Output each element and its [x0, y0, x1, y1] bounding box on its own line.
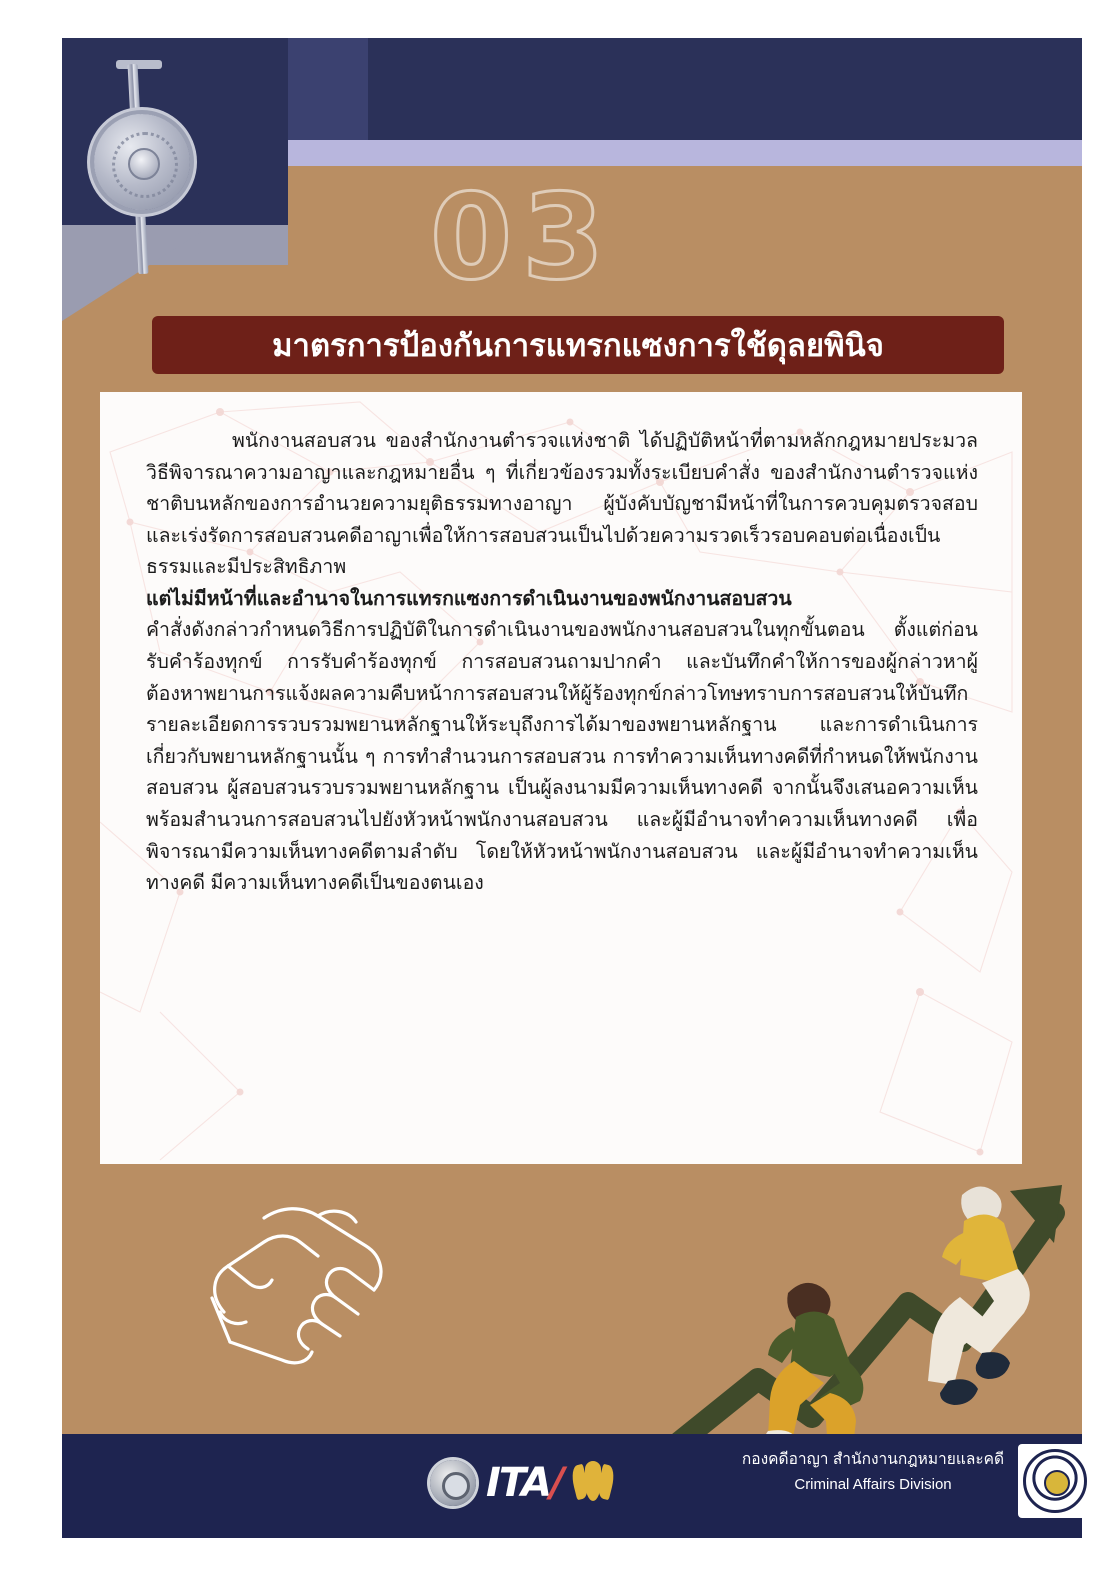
body-paragraph-2: แต่ไม่มีหน้าที่และอำนาจในการแทรกแซงการดำเนินงานของพนักงานสอบสวน — [146, 587, 792, 610]
page-title: มาตรการป้องกันการแทรกแซงการใช้ดุลยพินิจ — [272, 327, 884, 363]
body-paragraph-3: คำสั่งดังกล่าวกำหนดวิธีการปฏิบัติในการดำเนินงานของพนักงานสอบสวนในทุกขั้นตอน ตั้งแต่ก่อนรับคำร้องทุกข์ การรับคำร้องทุกข์ การสอบสวนถามปากคำ และบันทึกคำให้การของผู้กล่าวหาผู้ต้องหาพยานการแจ้งผลความคืบหน้าการสอบสวนให้ผู้ร้องทุกข์กล่าวโทษทราบการสอบสวนให้บันทึกรายละเอียดการรวบรวมพยานหลักฐานให้ระบุถึงการได้มาของพยานหลักฐาน และการดำเนินการเกี่ยวกับพยานหลักฐานนั้น ๆ การทำสำนวนการสอบสวน การทำความเห็นทางคดีที่กำหนดให้พนักงานสอบสวน ผู้สอบสวนรวบรวมพยานหลักฐาน เป็นผู้ลงนามมีความเห็นทางคดี จากนั้นจึงเสนอความเห็นพร้อมสำนวนการสอบสวนไปยังหัวหน้าพนักงานสอบสวน และผู้มีอำนาจทำความเห็นทางคดี เพื่อพิจารณามีความเห็นทางคดีตามลำดับ โดยให้หัวหน้าพนักงานสอบสวน และผู้มีอำนาจทำความเห็นทางคดี มีความเห็นทางคดีเป็นของตนเอง — [146, 619, 978, 895]
person-upper — [928, 1186, 1030, 1405]
body-paragraph-1 — [146, 426, 978, 584]
ita-logo-accent: / — [550, 1460, 563, 1506]
police-seal-inner-icon — [1023, 1449, 1087, 1513]
header-lavender-band — [288, 140, 1082, 166]
growth-illustration — [662, 1135, 1082, 1465]
footer-logo-group — [430, 1448, 613, 1518]
content-card — [100, 392, 1022, 1164]
header-navy-accent-block — [288, 38, 368, 140]
medal-core-icon — [128, 148, 160, 180]
sword-medal-icon — [76, 58, 206, 278]
handshake-icon — [190, 1192, 420, 1377]
footer-org-en: Criminal Affairs Division — [794, 1475, 952, 1493]
ita-logo — [486, 1460, 563, 1506]
card-body — [100, 392, 1022, 920]
footer-org-text — [738, 1450, 1008, 1495]
gear-icon — [430, 1460, 476, 1506]
garuda-body-icon — [585, 1461, 601, 1501]
footer-org-th: กองคดีอาญา สำนักงานกฎหมายและคดี — [741, 1451, 1005, 1468]
sword-hilt-icon — [116, 60, 162, 69]
medal-icon — [94, 114, 190, 210]
section-number: 03 — [430, 168, 615, 306]
ita-logo-text: ITA — [486, 1460, 551, 1506]
title-bar — [152, 316, 1004, 374]
garuda-icon — [573, 1455, 613, 1511]
police-seal-icon — [1018, 1444, 1092, 1518]
body-text-1: พนักงานสอบสวน ของสำนักงานตำรวจแห่งชาติ ได้ปฏิบัติหน้าที่ตามหลักกฎหมายประมวลวิธีพิจารณาความอาญาและกฎหมายอื่น ๆ ที่เกี่ยวข้องรวมทั้งระเบียบคำสั่ง ของสำนักงานตำรวจแห่งชาติบนหลักของการอำนวยความยุติธรรมทางอาญา ผู้บังคับบัญชามีหน้าที่ในการควบคุมตรวจสอบและเร่งรัดการสอบสวนคดีอาญาเพื่อให้การสอบสวนเป็นไปด้วยความรวดเร็วรอบคอบต่อเนื่องเป็นธรรมและมีประสิทธิภาพ — [146, 430, 978, 579]
